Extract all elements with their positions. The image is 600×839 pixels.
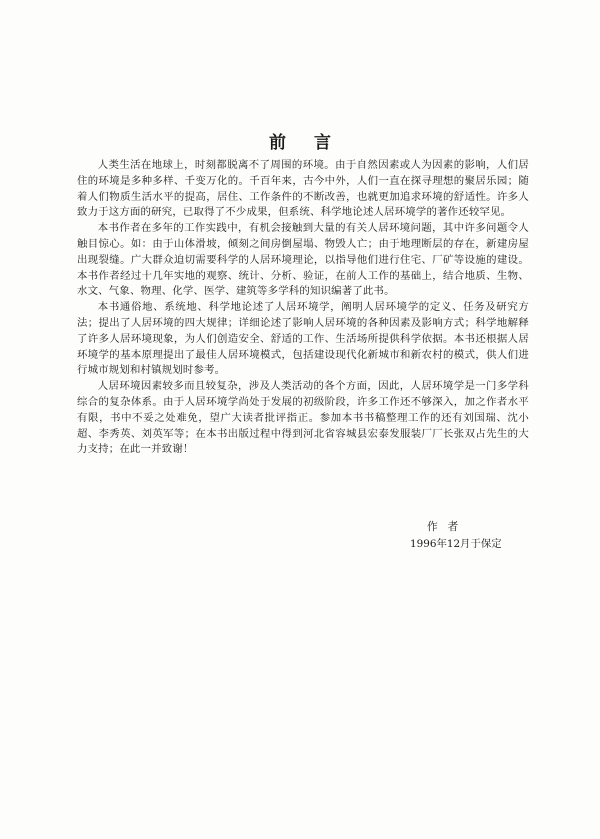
preface-body — [77, 158, 529, 458]
paragraph-4: 人居环境因素较多而且较复杂，涉及人类活动的各个方面，因此，人居环境学是一门多学科综合的复杂体系。由于人居环境学尚处于发展的初级阶段，许多工作还不够深入，加之作者水平有限，书中不妥之处难免，望广大读者批评指正。参加本书书稿整理工作的还有刘国瑞、沈小超、李秀英、刘英军等；在本书出版过程中得到河北省容城县宏泰发服装厂厂长张双占先生的大力支持；在此一并致谢！ — [77, 380, 529, 456]
signature-date: 1996年12月于保定 — [410, 538, 502, 550]
signature-author: 作者 — [427, 521, 469, 533]
paragraph-2: 本书作者在多年的工作实践中，有机会接触到大量的有关人居环境问题，其中许多问题令人触目惊心。如：由于山体滑坡，倾刻之间房倒屋塌、物毁人亡；由于地理断层的存在，新建房屋出现裂缝。广大群众迫切需要科学的人居环境理论，以指导他们进行住宅、厂矿等设施的建设。本书作者经过十几年实地的观察、统计、分析、验证，在前人工作的基础上，结合地质、生物、水文、气象、物理、化学、医学、建筑等多学科的知识编著了此书。 — [77, 222, 529, 298]
page-title: 前言 — [269, 133, 359, 153]
paragraph-1: 人类生活在地球上，时刻都脱离不了周围的环境。由于自然因素或人为因素的影响，人们居住的环境是多种多样、千变万化的。千百年来，古今中外，人们一直在探寻理想的聚居乐园；随着人们物质生活水平的提高，居住、工作条件的不断改善，也就更加追求环境的舒适性。许多人致力于这方面的研究，已取得了不少成果，但系统、科学地论述人居环境学的著作还较罕见。 — [77, 159, 529, 219]
paragraph-3: 本书通俗地、系统地、科学地论述了人居环境学，阐明人居环境学的定义、任务及研究方法；提出了人居环境的四大规律；详细论述了影响人居环境的各种因素及影响方式；科学地解释了许多人居环境现象，为人们创造安全、舒适的工作、生活场所提供科学依据。本书还根据人居环境学的基本原理提出了最佳人居环境模式，包括建设现代化新城市和新农村的模式，供人们进行城市规划和村镇规划时参考。 — [77, 301, 529, 377]
